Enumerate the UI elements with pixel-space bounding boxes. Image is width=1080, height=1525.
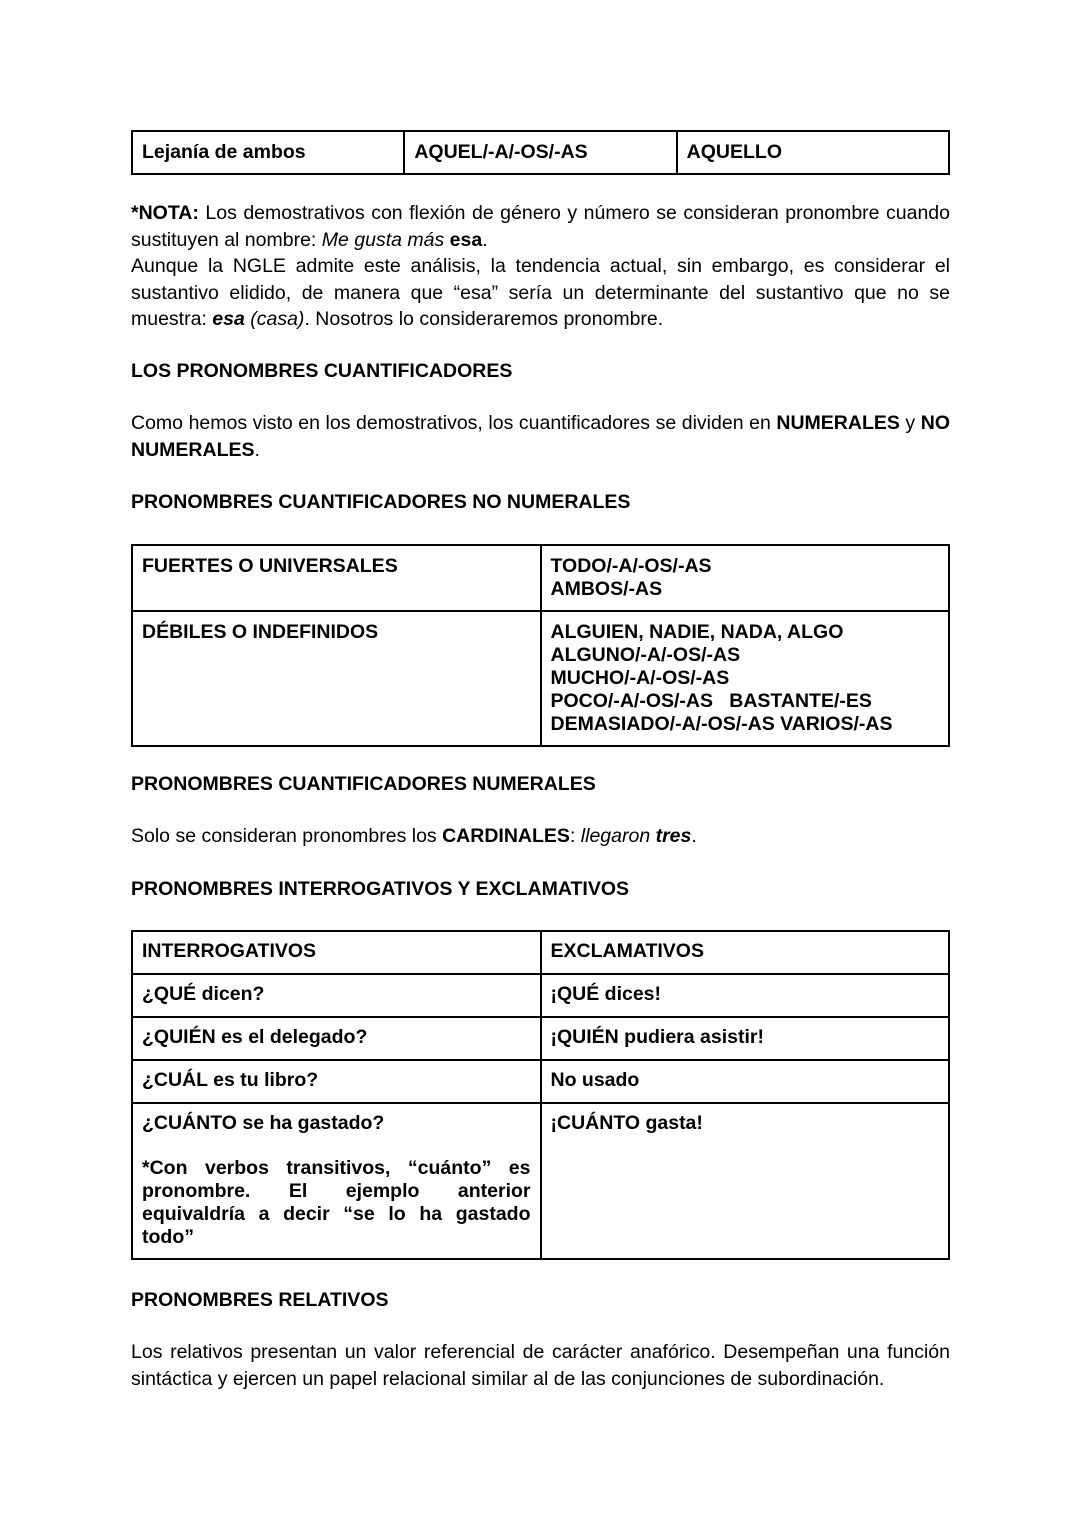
table-cell-forms: TODO/-A/-OS/-AS AMBOS/-AS — [541, 545, 950, 611]
relativos-paragraph: Los relativos presentan un valor referencial de carácter anafórico. Desempeñan una función sintáctica y ejercen un papel relacional similar al de las conjunciones de subordinación. — [131, 1341, 950, 1390]
note-paragraph-2: Aunque la NGLE admite este análisis, la tendencia actual, sin embargo, es considerar el sustantivo elidido, de manera que “esa” sería un determinante del sustantivo que no se muestra: esa (casa). Nosotros lo consideraremos pronombre. — [131, 255, 950, 330]
demonstratives-table — [131, 130, 950, 175]
section-heading-interrogativos: PRONOMBRES INTERROGATIVOS Y EXCLAMATIVOS — [131, 878, 630, 900]
table-cell-label: DÉBILES O INDEFINIDOS — [132, 611, 541, 746]
interrogativos-table — [131, 930, 950, 1260]
table-cell-variable-forms: AQUEL/-A/-OS/-AS — [404, 131, 676, 174]
note-paragraph: *NOTA: Los demostrativos con flexión de género y número se consideran pronombre cuando sustituyen al nombre: Me gusta más esa. — [131, 202, 950, 251]
table-cell: ¡CUÁNTO gasta! — [541, 1103, 950, 1259]
table-cell: No usado — [541, 1060, 950, 1103]
table-cell: ¡QUÉ dices! — [541, 974, 950, 1017]
column-header-interrogativos: INTERROGATIVOS — [132, 931, 541, 974]
column-header-exclamativos: EXCLAMATIVOS — [541, 931, 950, 974]
table-cell: ¿CUÁL es tu libro? — [132, 1060, 541, 1103]
cuantificadores-paragraph: Como hemos visto en los demostrativos, los cuantificadores se dividen en NUMERALES y NO NUMERALES. — [131, 412, 950, 461]
table-row — [132, 131, 949, 174]
section-heading-no-numerales: PRONOMBRES CUANTIFICADORES NO NUMERALES — [131, 491, 631, 513]
section-heading-relativos: PRONOMBRES RELATIVOS — [131, 1289, 389, 1311]
table-cell: ¡QUIÉN pudiera asistir! — [541, 1017, 950, 1060]
no-numerales-table — [131, 544, 950, 747]
section-heading-numerales: PRONOMBRES CUANTIFICADORES NUMERALES — [131, 773, 596, 795]
table-cell-label: FUERTES O UNIVERSALES — [132, 545, 541, 611]
section-heading-cuantificadores: LOS PRONOMBRES CUANTIFICADORES — [131, 360, 513, 382]
table-row — [132, 611, 949, 746]
table-cell: ¿QUIÉN es el delegado? — [132, 1017, 541, 1060]
table-row — [132, 974, 949, 1017]
table-cell-forms: ALGUIEN, NADIE, NADA, ALGO ALGUNO/-A/-OS/-AS MUCHO/-A/-OS/-AS POCO/-A/-OS/-AS BASTANTE/-ES DEMASIADO/-A/-OS/-AS VARIOS/-AS — [541, 611, 950, 746]
transitive-note: *Con verbos transitivos, “cuánto” es pronombre. El ejemplo anterior equivaldría a decir “se lo ha gastado todo” — [142, 1157, 531, 1248]
table-row — [132, 1060, 949, 1103]
numerales-paragraph: Solo se consideran pronombres los CARDINALES: llegaron tres. — [131, 825, 697, 847]
table-cell-distance: Lejanía de ambos — [132, 131, 404, 174]
table-header-row — [132, 931, 949, 974]
note-block — [131, 200, 950, 333]
table-row — [132, 1103, 949, 1259]
note-label: *NOTA: — [131, 202, 199, 224]
table-cell-neuter-form: AQUELLO — [677, 131, 949, 174]
table-row — [132, 1017, 949, 1060]
table-cell: ¿QUÉ dicen? — [132, 974, 541, 1017]
table-cell: ¿CUÁNTO se ha gastado? *Con verbos transitivos, “cuánto” es pronombre. El ejemplo anterior equivaldría a decir “se lo ha gastado todo” — [132, 1103, 541, 1259]
table-row — [132, 545, 949, 611]
